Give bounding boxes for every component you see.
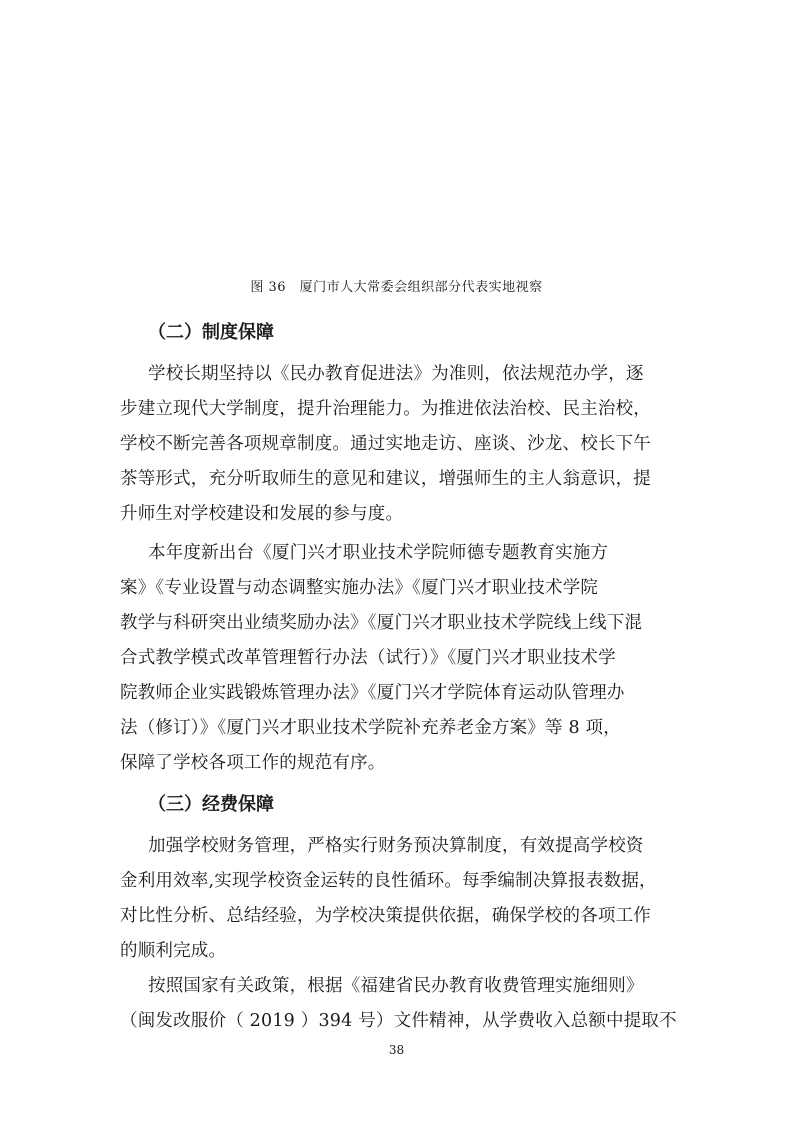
- paragraph-line: 加强学校财务管理，严格实行财务预决算制度，有效提高学校资: [148, 836, 644, 856]
- paragraph-line: 学校不断完善各项规章制度。通过实地走访、座谈、沙龙、校长下午: [120, 434, 651, 454]
- paragraph-line: 案》《专业设置与动态调整实施办法》《厦门兴才职业技术学院: [120, 578, 599, 598]
- section-heading-funding: （三）经费保障: [148, 794, 274, 815]
- paragraph-line: 教学与科研突出业绩奖励办法》《厦门兴才职业技术学院线上线下混: [120, 613, 643, 633]
- section-heading-institution: （二）制度保障: [148, 322, 274, 343]
- paragraph-line: 按照国家有关政策，根据《福建省民办教育收费管理实施细则》: [148, 976, 644, 996]
- paragraph-line: 合式教学模式改革管理暂行办法（试行）》《厦门兴才职业技术学: [120, 648, 616, 668]
- paragraph-line: 对比性分析、总结经验，为学校决策提供依据，确保学校的各项工作: [120, 906, 651, 926]
- paragraph-line: 学校长期坚持以《民办教育促进法》为准则，依法规范办学，逐: [148, 364, 644, 384]
- paragraph-line: 院教师企业实践锻炼管理办法》《厦门兴才学院体育运动队管理办: [120, 683, 625, 703]
- paragraph-line: 茶等形式，充分听取师生的意见和建议，增强师生的主人翁意识，提: [120, 469, 651, 489]
- paragraph-line: 法（修订）》《厦门兴才职业技术学院补充养老金方案》等 8 项，: [120, 718, 621, 738]
- paragraph-line: 保障了学校各项工作的规范有序。: [120, 753, 386, 773]
- paragraph-line: 步建立现代大学制度，提升治理能力。为推进依法治校、民主治校，: [120, 399, 651, 419]
- paragraph-line: 的顺利完成。: [120, 941, 227, 961]
- paragraph-line: 升师生对学校建设和发展的参与度。: [120, 504, 404, 524]
- figure-caption: 图 36 厦门市人大常委会组织部分代表实地视察: [250, 280, 543, 295]
- figure-image-area: [120, 60, 673, 260]
- paragraph-line: 本年度新出台《厦门兴才职业技术学院师德专题教育实施方: [148, 543, 609, 563]
- page-number: 38: [388, 1043, 405, 1057]
- paragraph-line: 金利用效率,实现学校资金运转的良性循环。每季编制决算报表数据，: [120, 871, 657, 891]
- paragraph-line: （闽发改服价（ 2019 ）394 号）文件精神，从学费收入总额中提取不: [120, 1011, 677, 1031]
